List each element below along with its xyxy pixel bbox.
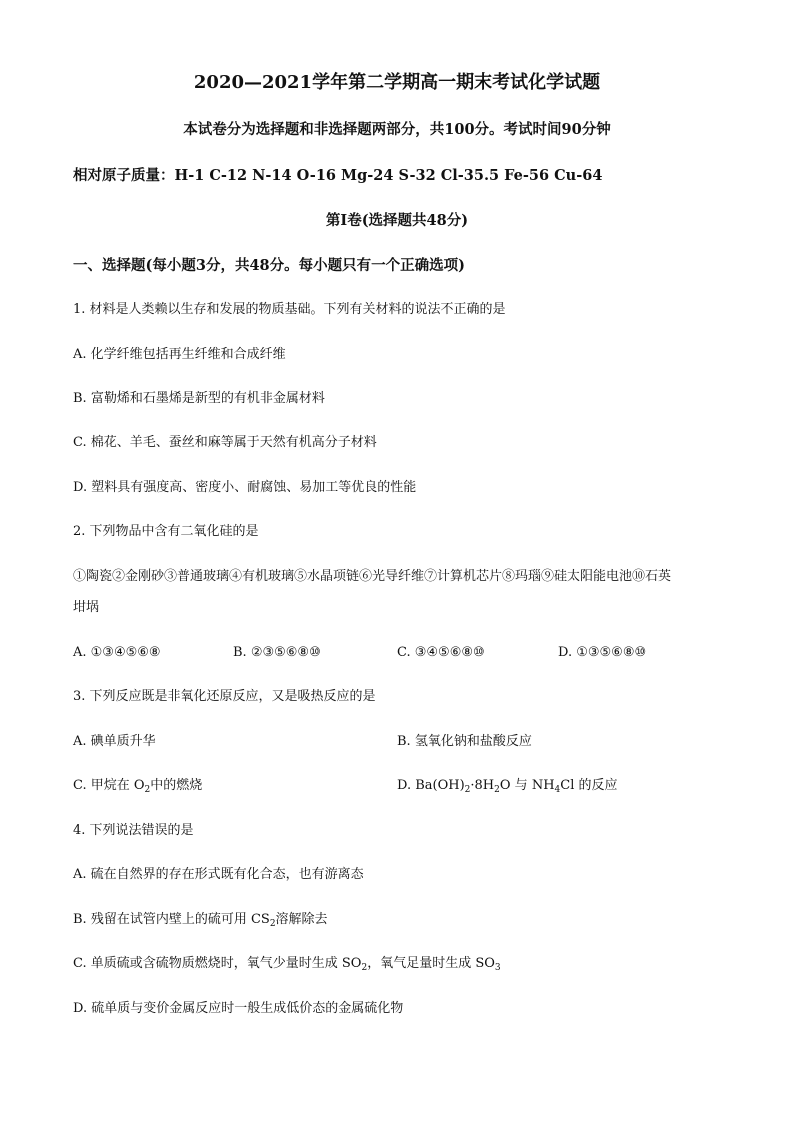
question-1-stem: 1. 材料是人类赖以生存和发展的物质基础。下列有关材料的说法不正确的是	[73, 302, 506, 317]
question-2-option-c: C. ③④⑤⑥⑧⑩	[397, 645, 485, 660]
exam-subtitle: 本试卷分为选择题和非选择题两部分，共100分。考试时间90分钟	[183, 121, 611, 138]
question-3-option-a: A. 碘单质升华	[73, 734, 156, 749]
part-one-heading: 第Ⅰ卷(选择题共48分)	[325, 212, 469, 229]
question-3-option-d: D. $Ba(OH)_2\cdot 8H_2O$ 与 $NH_4Cl$ 的反应	[397, 778, 618, 795]
question-1-option-d: D. 塑料具有强度高、密度小、耐腐蚀、易加工等优良的性能	[73, 480, 417, 495]
question-2-option-a: A. ①③④⑤⑥⑧	[73, 645, 161, 660]
question-3-option-b: B. 氢氧化钠和盐酸反应	[397, 734, 532, 749]
question-4-option-b: B. 残留在试管内壁上的硫可用 $CS_2$溶解除去	[73, 912, 328, 929]
question-4-stem: 4. 下列说法错误的是	[73, 823, 194, 838]
question-4-option-c: C. 单质硫或含硫物质燃烧时，氧气少量时生成 $SO_2$，氧气足量时生成 $SO_3$	[73, 956, 501, 973]
section-one-heading: 一、选择题(每小题3分，共48分。每小题只有一个正确选项)	[73, 257, 465, 274]
question-3-stem: 3. 下列反应既是非氧化还原反应，又是吸热反应的是	[73, 689, 376, 704]
question-4-option-d: D. 硫单质与变价金属反应时一般生成低价态的金属硫化物	[73, 1001, 404, 1016]
question-2-items-line-2: 坩埚	[73, 600, 100, 615]
question-3-option-c: C. 甲烷在 $O_2$中的燃烧	[73, 778, 203, 795]
question-1-option-a: A. 化学纤维包括再生纤维和合成纤维	[73, 347, 286, 362]
exam-title: 2020—2021学年第二学期高一期末考试化学试题	[193, 72, 601, 93]
question-2-option-d: D. ①③⑤⑥⑧⑩	[558, 645, 647, 660]
question-2-stem: 2. 下列物品中含有二氧化硅的是	[73, 524, 259, 539]
question-2-items-line-1: ①陶瓷②金刚砂③普通玻璃④有机玻璃⑤水晶项链⑥光导纤维⑦计算机芯片⑧玛瑙⑨硅太阳能电池⑩石英	[73, 569, 672, 584]
question-1-option-c: C. 棉花、羊毛、蚕丝和麻等属于天然有机高分子材料	[73, 435, 377, 450]
question-2-option-b: B. ②③⑤⑥⑧⑩	[233, 645, 321, 660]
question-4-option-a: A. 硫在自然界的存在形式既有化合态，也有游离态	[73, 867, 364, 882]
question-1-option-b: B. 富勒烯和石墨烯是新型的有机非金属材料	[73, 391, 325, 406]
atomic-mass-line: 相对原子质量：H-1 C-12 N-14 O-16 Mg-24 S-32 Cl-35.5 Fe-56 Cu-64	[73, 167, 603, 184]
